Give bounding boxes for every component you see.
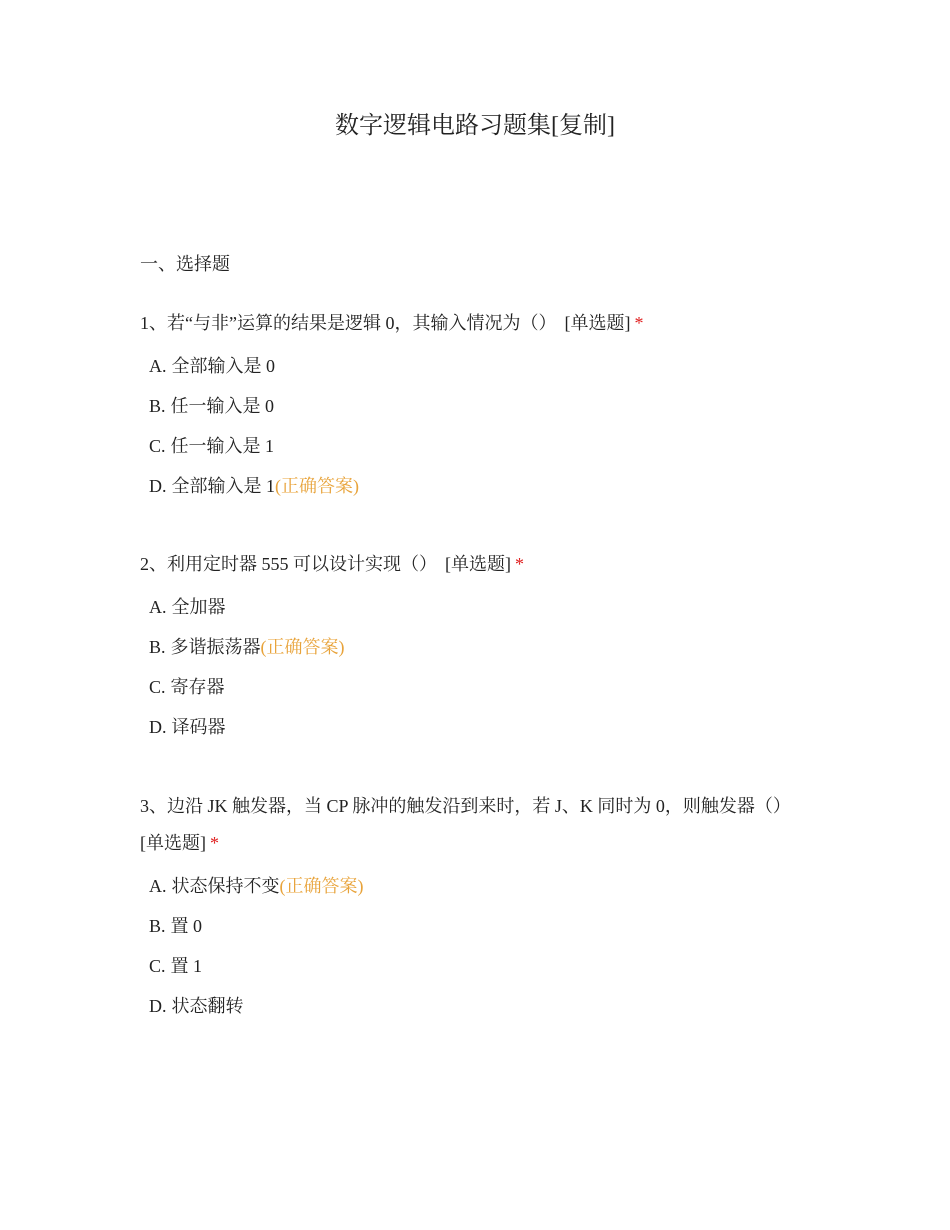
- option-list: [149, 587, 820, 747]
- option-d: [149, 986, 820, 1026]
- option-letter: D.: [149, 996, 167, 1016]
- option-letter: D.: [149, 476, 167, 496]
- question-2: [140, 546, 820, 747]
- option-letter: B.: [149, 637, 166, 657]
- correct-answer-label: (正确答案): [275, 476, 359, 496]
- option-letter: B.: [149, 916, 166, 936]
- option-b: [149, 906, 820, 946]
- option-text: 状态翻转: [171, 996, 244, 1016]
- option-text: 全部输入是 0: [171, 356, 275, 376]
- option-b: [149, 386, 820, 426]
- section-heading: 一、选择题: [140, 254, 230, 274]
- option-d: [149, 466, 820, 506]
- correct-answer-label: (正确答案): [260, 637, 345, 657]
- option-a: [149, 346, 820, 386]
- option-text: 任一输入是 0: [170, 396, 275, 416]
- option-text: 置 1: [170, 956, 203, 976]
- option-c: [149, 426, 820, 466]
- option-text: 状态保持不变: [171, 876, 280, 896]
- option-text: 译码器: [171, 717, 226, 737]
- option-list: [149, 346, 820, 506]
- option-text: 寄存器: [170, 677, 225, 697]
- document-title: 数字逻辑电路习题集[复制]: [335, 113, 615, 139]
- option-letter: D.: [149, 717, 167, 737]
- question-text: 1、若“与非”运算的结果是逻辑 0，其输入情况为（）: [140, 313, 557, 333]
- option-letter: A.: [149, 356, 167, 376]
- question-text: 2、利用定时器 555 可以设计实现（）: [140, 554, 437, 574]
- required-mark: *: [210, 833, 219, 853]
- option-letter: A.: [149, 597, 167, 617]
- option-c: [149, 946, 820, 986]
- question-stem: [140, 546, 820, 583]
- option-text: 全加器: [171, 597, 226, 617]
- option-a: [149, 866, 820, 906]
- option-text: 多谐振荡器: [170, 637, 261, 657]
- option-letter: C.: [149, 436, 166, 456]
- question-type-label: [单选题]: [445, 554, 511, 574]
- option-text: 任一输入是 1: [170, 436, 275, 456]
- option-a: [149, 587, 820, 627]
- question-type-label: [单选题]: [140, 833, 206, 853]
- option-text: 全部输入是 1: [171, 476, 275, 496]
- option-text: 置 0: [170, 916, 203, 936]
- option-list: [149, 866, 820, 1026]
- question-stem: [140, 305, 820, 342]
- required-mark: *: [634, 313, 644, 333]
- option-letter: A.: [149, 876, 167, 896]
- option-letter: C.: [149, 956, 166, 976]
- question-text: 3、边沿 JK 触发器，当 CP 脉冲的触发沿到来时，若 J、K 同时为 0，则触发器（）: [140, 796, 791, 816]
- option-letter: B.: [149, 396, 166, 416]
- question-1: [140, 305, 820, 506]
- correct-answer-label: (正确答案): [279, 876, 364, 896]
- required-mark: *: [515, 554, 524, 574]
- option-letter: C.: [149, 677, 166, 697]
- option-d: [149, 707, 820, 747]
- question-stem: [140, 788, 820, 862]
- option-b: [149, 627, 820, 667]
- option-c: [149, 667, 820, 707]
- question-3: [140, 788, 820, 1026]
- question-type-label: [单选题]: [564, 313, 631, 333]
